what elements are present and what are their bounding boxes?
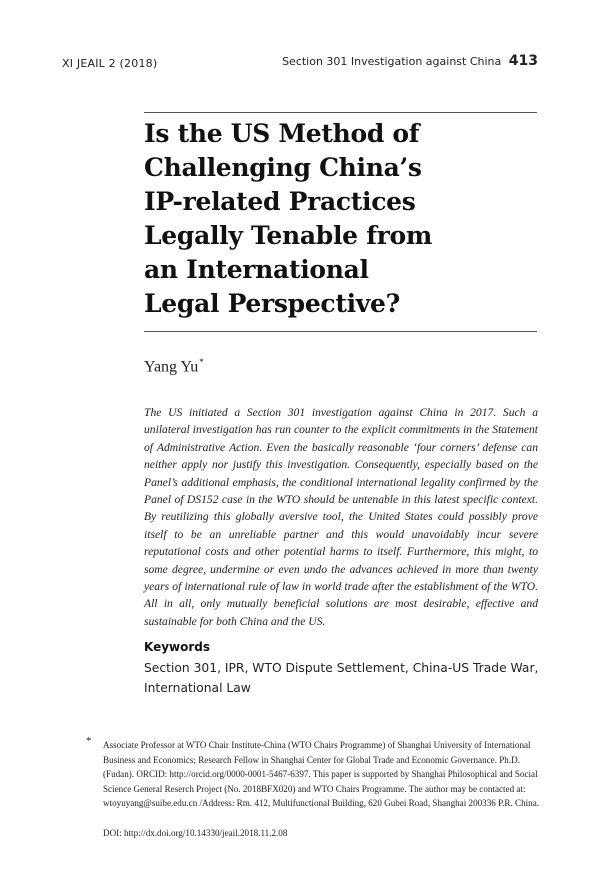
title-line: Is the US Method of xyxy=(144,119,420,148)
doi-link[interactable]: DOI: http://dx.doi.org/10.14330/jeail.2018.11.2.08 xyxy=(103,828,288,838)
title-line: Legal Perspective? xyxy=(144,289,400,318)
abstract: The US initiated a Section 301 investigation against China in 2017. Such a unilateral investigation has run counter to the explicit commitments in the Statement of Administrative Action. Even the basically reasonable ‘four corners’ defense can neither apply nor justify this investigation. Consequently, especially based on the Panel’s additional emphasis, the conditional international legality confirmed by the Panel of DS152 case in the WTO should be untenable in this latest specific context. By reutilizing this globally aversive tool, the United States could possibly prove itself to be an unreliable partner and this would unavoidably incur severe reputational costs and other potential harms to itself. Furthermore, this might, to some degree, undermine or even undo the advances achieved in more than twenty years of international rule of law in world trade after the establishment of the WTO. All in all, only mutually beneficial solutions are most desirable, effective and sustainable for both China and the US. xyxy=(144,406,538,628)
title-top-rule xyxy=(144,112,537,113)
title-bottom-rule xyxy=(144,331,537,332)
footnote-marker: * xyxy=(86,735,92,747)
author-footnote-marker[interactable]: * xyxy=(199,357,204,367)
author-name: Yang Yu xyxy=(144,358,199,376)
keywords-heading: Keywords xyxy=(144,640,211,654)
running-head xyxy=(282,53,538,69)
title-line: an International xyxy=(144,255,369,284)
section-title: Section 301 Investigation against China xyxy=(282,55,502,68)
keywords-list: Section 301, IPR, WTO Dispute Settlement, China-US Trade War, International Law xyxy=(144,661,539,695)
journal-citation: XI JEAIL 2 (2018) xyxy=(62,57,158,70)
author xyxy=(144,357,204,376)
title-line: Legally Tenable from xyxy=(144,221,433,250)
page-number: 413 xyxy=(508,53,538,69)
title-line: IP-related Practices xyxy=(144,187,416,216)
footnote-text: Associate Professor at WTO Chair Institute-China (WTO Chairs Programme) of Shanghai University of International Business and Economics; Research Fellow in Shanghai Center for Global Trade and Economic Governance. Ph.D. (Fudan). ORCID: http://orcid.org/0000-0001-5467-6397. This paper is supported by Shanghai Philosophical and Social Science General Reserch Project (No. 2018BFX020) and WTO Chairs Programme. The author may be contacted at: wtoyuyang@suibe.edu.cn /Address: Rm. 412, Multifunctional Building, 620 Gubei Road, Shanghai 200336 P.R. China. xyxy=(103,740,540,809)
article-title xyxy=(144,117,544,321)
title-line: Challenging China’s xyxy=(144,153,422,182)
